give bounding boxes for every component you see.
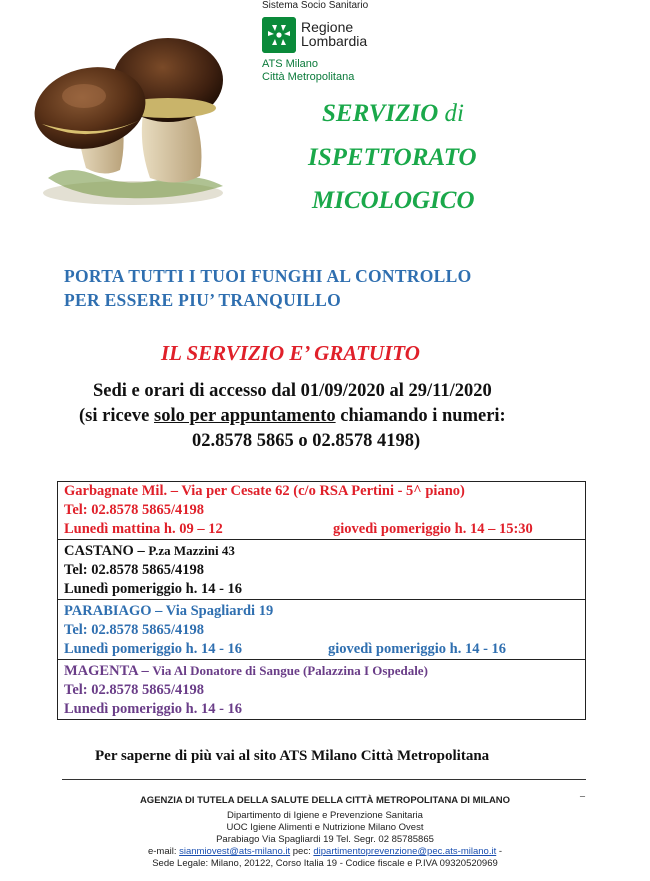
region-name-line1: Regione xyxy=(301,19,354,35)
schedule-line2 xyxy=(79,406,506,427)
title-servizio: SERVIZIO xyxy=(322,100,439,127)
location-hours-thursday: giovedì pomeriggio h. 14 – 15:30 xyxy=(333,521,533,537)
schedule-line1: Sedi e orari di accesso dal 01/09/2020 al 29/11/2020 xyxy=(93,381,492,401)
location-hours-thursday: giovedì pomeriggio h. 14 - 16 xyxy=(328,641,507,657)
ats-name-line1: ATS Milano xyxy=(262,58,319,70)
location-city: PARABIAGO – xyxy=(64,603,166,619)
schedule-line2-start: (si riceve xyxy=(79,406,154,426)
location-hours-monday: Lunedì pomeriggio h. 14 - 16 xyxy=(64,581,243,597)
email-label: e-mail: xyxy=(147,846,180,857)
slogan-line1: PORTA TUTTI I TUOI FUNGHI AL CONTROLLO xyxy=(64,266,472,286)
footer-divider xyxy=(62,779,586,780)
more-info-text: Per saperne di più vai al sito ATS Milano Città Metropolitana xyxy=(95,748,490,764)
region-name-line2: Lombardia xyxy=(301,33,368,49)
location-name xyxy=(64,603,273,620)
location-city: MAGENTA – xyxy=(64,663,153,679)
regione-lombardia-logo-icon xyxy=(262,17,296,53)
location-name xyxy=(64,543,235,560)
location-city: CASTANO – xyxy=(64,543,149,559)
phone-numbers: 02.8578 5865 o 02.8578 4198) xyxy=(192,431,421,451)
pec-tail: - xyxy=(496,846,503,857)
mushroom-illustration xyxy=(28,28,238,208)
title-line2: ISPETTORATO xyxy=(308,144,477,171)
location-tel: Tel: 02.8578 5865/4198 xyxy=(64,502,205,518)
footer-address: Parabiago Via Spagliardi 19 Tel. Segr. 02 85785865 xyxy=(216,834,434,845)
pec-label: pec: xyxy=(290,846,314,857)
footer-dash: _ xyxy=(580,787,585,798)
footer-contacts xyxy=(0,846,650,857)
ats-name-line2: Città Metropolitana xyxy=(262,71,355,83)
pec-link[interactable]: dipartimentoprevenzione@pec.ats-milano.it xyxy=(313,846,497,857)
footer-uoc: UOC Igiene Alimenti e Nutrizione Milano Ovest xyxy=(226,822,424,833)
location-name: Garbagnate Mil. – Via per Cesate 62 (c/o RSA Pertini - 5^ piano) xyxy=(64,483,465,499)
footer-department: Dipartimento di Igiene e Prevenzione Sanitaria xyxy=(227,810,423,821)
location-row-garbagnate xyxy=(58,482,585,540)
location-tel: Tel: 02.8578 5865/4198 xyxy=(64,562,205,578)
email-link[interactable]: sianmiovest@ats-milano.it xyxy=(179,846,291,857)
footer-agency: AGENZIA DI TUTELA DELLA SALUTE DELLA CITTÀ METROPOLITANA DI MILANO xyxy=(139,795,511,806)
location-name xyxy=(64,663,428,680)
location-tel: Tel: 02.8578 5865/4198 xyxy=(64,682,205,698)
location-row-castano xyxy=(58,540,585,600)
title-line3: MICOLOGICO xyxy=(312,187,475,214)
slogan xyxy=(64,264,472,312)
location-hours-monday: Lunedì mattina h. 09 – 12 xyxy=(64,521,223,537)
location-hours-monday: Lunedì pomeriggio h. 14 - 16 xyxy=(64,641,243,657)
title-di: di xyxy=(438,100,464,127)
location-row-parabiago xyxy=(58,600,585,660)
title-line1 xyxy=(322,100,464,128)
schedule-line2-end: chiamando i numeri: xyxy=(335,406,506,426)
location-row-magenta xyxy=(58,660,585,719)
slogan-line2: PER ESSERE PIU’ TRANQUILLO xyxy=(64,290,341,310)
system-label: Sistema Socio Sanitario xyxy=(262,0,369,11)
location-hours-monday: Lunedì pomeriggio h. 14 - 16 xyxy=(64,701,243,717)
locations-table xyxy=(57,481,586,720)
location-address: Via Al Donatore di Sangue (Palazzina I Ospedale) xyxy=(152,663,428,678)
location-address: Via Spagliardi 19 xyxy=(165,603,274,619)
free-service-notice: IL SERVIZIO E’ GRATUITO xyxy=(161,341,420,365)
appointment-only-text: solo per appuntamento xyxy=(154,406,336,426)
location-address: P.za Mazzini 43 xyxy=(148,543,235,558)
location-tel: Tel: 02.8578 5865/4198 xyxy=(64,622,205,638)
footer-legal: Sede Legale: Milano, 20122, Corso Italia 19 - Codice fiscale e P.IVA 09320520969 xyxy=(152,858,498,869)
